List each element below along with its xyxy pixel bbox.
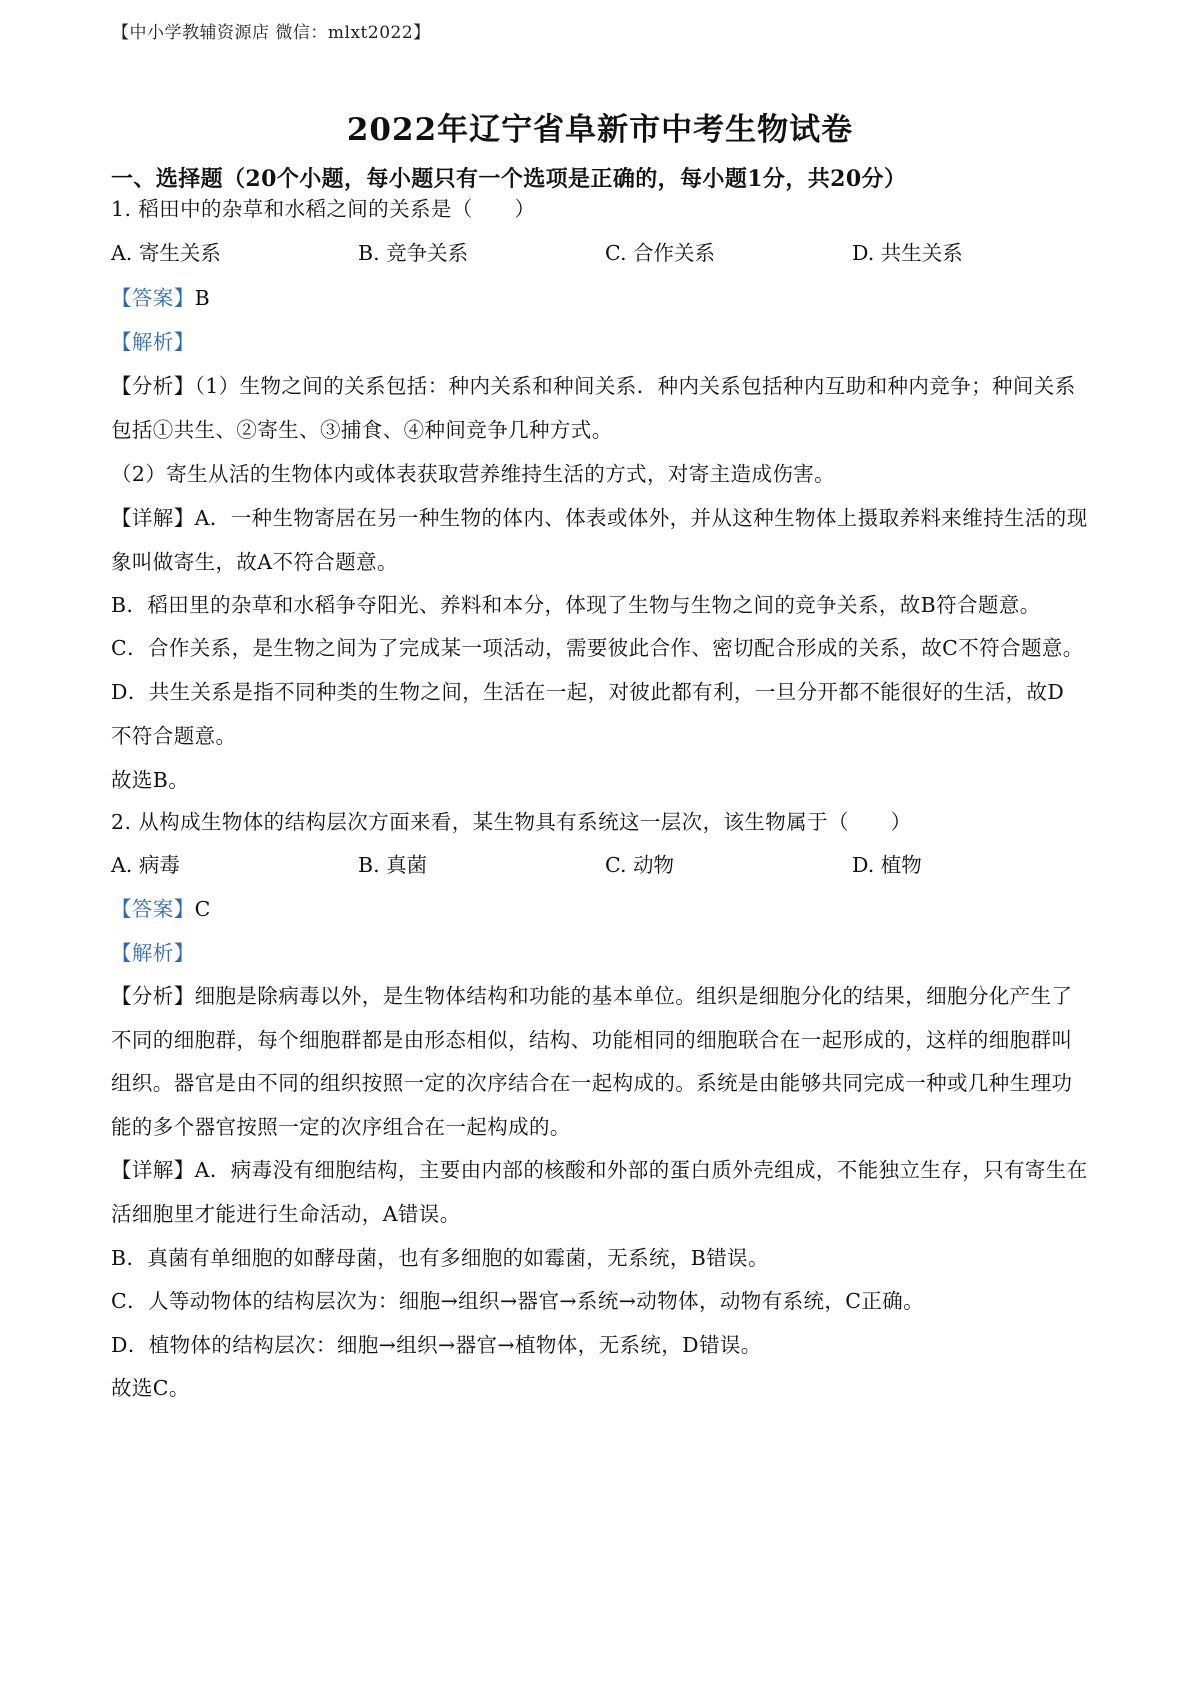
question-2-detail-line: C．人等动物体的结构层次为：细胞→组织→器官→系统→动物体，动物有系统，C正确。 (111, 1289, 925, 1313)
question-2-detail-line: 活细胞里才能进行生命活动，A错误。 (111, 1202, 461, 1226)
question-2-analysis-line: 能的多个器官按照一定的次序组合在一起构成的。 (111, 1115, 571, 1139)
question-1-detail-line: B．稻田里的杂草和水稻争夺阳光、养料和本分，体现了生物与生物之间的竞争关系，故B符合题意。 (111, 593, 1041, 617)
question-2-stem: 2. 从构成生物体的结构层次方面来看，某生物具有系统这一层次，该生物属于（ ） (111, 810, 912, 834)
explanation-tag: 【解析】 (111, 330, 195, 354)
question-2-option-b: B. 真菌 (358, 853, 428, 877)
explanation-tag: 【解析】 (111, 941, 195, 965)
detail-text: A．病毒没有细胞结构，主要由内部的核酸和外部的蛋白质外壳组成，不能独立生存，只有寄生在 (194, 1158, 1088, 1182)
question-2-answer (111, 894, 1101, 924)
answer-tag: 【答案】 (111, 286, 195, 310)
question-2-option-c: C. 动物 (605, 853, 674, 877)
question-2-analysis-line: 组织。器官是由不同的组织按照一定的次序结合在一起构成的。系统是由能够共同完成一种或几种生理功 (111, 1071, 1073, 1095)
question-1-answer (111, 283, 1101, 313)
question-1-option-b: B. 竞争关系 (358, 241, 469, 265)
question-1-option-c: C. 合作关系 (605, 241, 715, 265)
question-2-detail-line: D．植物体的结构层次：细胞→组织→器官→植物体，无系统，D错误。 (111, 1333, 762, 1357)
question-2-detail-line (111, 1155, 1101, 1185)
question-1-option-a: A. 寄生关系 (111, 241, 221, 265)
question-1-analysis-line: 包括①共生、②寄生、③捕食、④种间竞争几种方式。 (111, 418, 613, 442)
question-1-detail-line: 象叫做寄生，故A不符合题意。 (111, 550, 398, 574)
question-1-explanation-label (111, 327, 1101, 357)
question-2-options (111, 850, 1101, 880)
detail-tag: 【详解】 (111, 1158, 195, 1182)
answer-value: C (194, 897, 211, 921)
analysis-text: 细胞是除病毒以外，是生物体结构和功能的基本单位。组织是细胞分化的结果，细胞分化产生了 (194, 984, 1073, 1008)
question-1-detail-line: D．共生关系是指不同种类的生物之间，生活在一起，对彼此都有利，一旦分开都不能很好的生活，故D (111, 680, 1065, 704)
answer-value: B (194, 286, 211, 310)
question-2-option-a: A. 病毒 (111, 853, 180, 877)
question-2-option-d: D. 植物 (852, 853, 922, 877)
question-2-explanation-label (111, 938, 1101, 968)
question-1-detail-line: 不符合题意。 (111, 724, 237, 748)
question-1-conclusion: 故选B。 (111, 768, 190, 792)
analysis-tag: 【分析】 (111, 374, 195, 398)
question-1-options (111, 238, 1101, 268)
answer-tag: 【答案】 (111, 897, 195, 921)
question-1-option-d: D. 共生关系 (852, 241, 963, 265)
analysis-text: （1）生物之间的关系包括：种内关系和种间关系．种内关系包括种内互助和种内竞争；种间关系 (194, 374, 1076, 398)
question-1-analysis-line: （2）寄生从活的生物体内或体表获取营养维持生活的方式，对寄主造成伤害。 (111, 462, 836, 486)
question-2-analysis-line (111, 981, 1101, 1011)
page-title: 2022年辽宁省阜新市中考生物试卷 (346, 112, 854, 148)
question-1-detail-line: C．合作关系，是生物之间为了完成某一项活动，需要彼此合作、密切配合形成的关系，故C不符合题意。 (111, 636, 1084, 660)
section-heading: 一、选择题（20个小题，每小题只有一个选项是正确的，每小题1分，共20分） (111, 166, 907, 192)
question-2-detail-line: B．真菌有单细胞的如酵母菌，也有多细胞的如霉菌，无系统，B错误。 (111, 1246, 769, 1270)
analysis-tag: 【分析】 (111, 984, 195, 1008)
detail-tag: 【详解】 (111, 506, 195, 530)
question-1-detail-line (111, 503, 1101, 533)
header-watermark: 【中小学教辅资源店 微信：mlxt2022】 (112, 23, 431, 43)
detail-text: A．一种生物寄居在另一种生物的体内、体表或体外，并从这种生物体上摄取养料来维持生活的现 (194, 506, 1088, 530)
question-1-analysis-line (111, 371, 1101, 401)
question-2-analysis-line: 不同的细胞群，每个细胞群都是由形态相似，结构、功能相同的细胞联合在一起形成的，这样的细胞群叫 (111, 1028, 1073, 1052)
question-1-stem: 1. 稻田中的杂草和水稻之间的关系是（ ） (111, 197, 536, 221)
question-2-conclusion: 故选C。 (111, 1376, 190, 1400)
